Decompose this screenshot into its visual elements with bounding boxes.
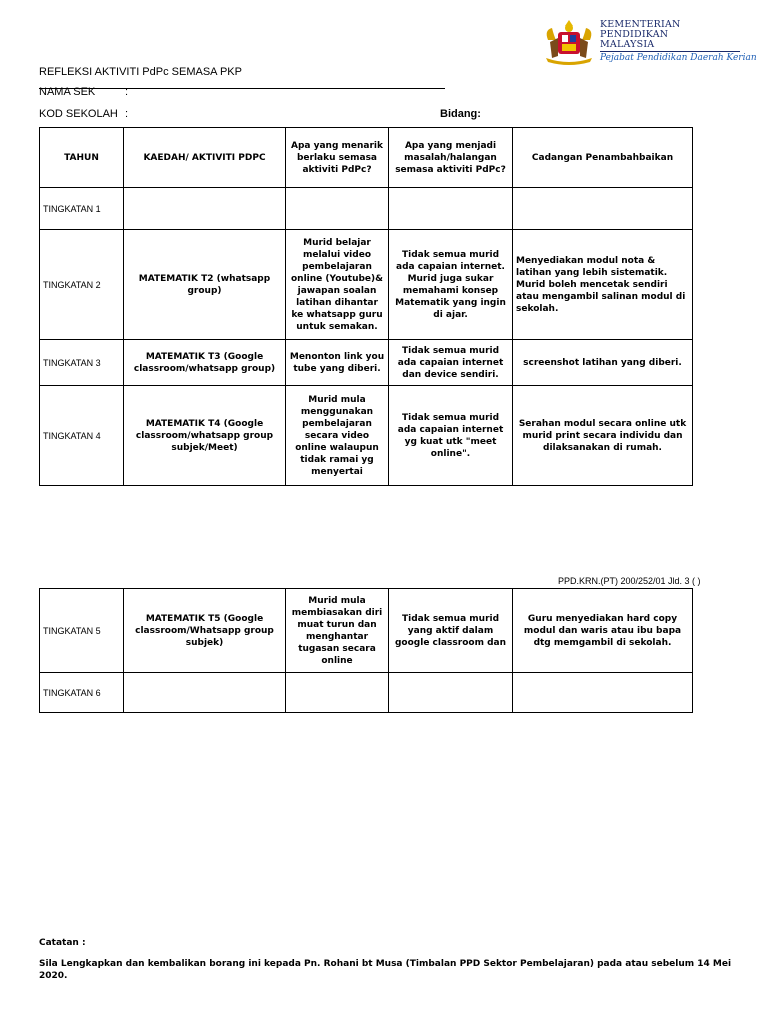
cadangan-cell bbox=[513, 673, 693, 713]
kod-sekolah-label: KOD SEKOLAH bbox=[39, 108, 118, 120]
header-kaedah: KAEDAH/ AKTIVITI PDPC bbox=[124, 128, 286, 188]
menarik-cell: Murid belajar melalui video pembelajaran online (Youtube)& jawapan soalan latihan dihantar ke whatsapp guru untuk semakan. bbox=[286, 230, 389, 340]
bidang-label: Bidang: bbox=[440, 108, 481, 120]
table-row bbox=[40, 673, 693, 713]
masalah-cell: Tidak semua murid ada capaian internet dan device sendiri. bbox=[389, 340, 513, 386]
menarik-cell: Murid mula membiasakan diri muat turun dan menghantar tugasan secara online bbox=[286, 589, 389, 673]
kaedah-cell: MATEMATIK T4 (Google classroom/whatsapp group subjek/Meet) bbox=[124, 386, 286, 486]
cadangan-cell: Guru menyediakan hard copy modul dan waris atau ibu bapa dtg memgambil di sekolah. bbox=[513, 589, 693, 673]
masalah-cell: Tidak semua murid ada capaian internet yg kuat utk "meet online". bbox=[389, 386, 513, 486]
form-title: REFLEKSI AKTIVITI PdPc SEMASA PKP bbox=[39, 66, 242, 78]
cadangan-cell: Menyediakan modul nota & latihan yang lebih sistematik. Murid boleh mencetak sendiri atau mengambil salinan modul di sekolah. bbox=[513, 230, 693, 340]
masalah-cell bbox=[389, 673, 513, 713]
masalah-cell bbox=[389, 188, 513, 230]
menarik-cell bbox=[286, 673, 389, 713]
coat-of-arms-icon bbox=[540, 18, 598, 66]
reflection-table bbox=[39, 127, 693, 486]
header-tahun: TAHUN bbox=[40, 128, 124, 188]
masalah-cell: Tidak semua murid ada capaian internet. Murid juga sukar memahami konsep Matematik yang ingin di ajar. bbox=[389, 230, 513, 340]
table-row bbox=[40, 340, 693, 386]
logo-line-4: Pejabat Pendidikan Daerah Kerian bbox=[600, 53, 757, 63]
kaedah-cell: MATEMATIK T3 (Google classroom/whatsapp group) bbox=[124, 340, 286, 386]
catatan-label: Catatan : bbox=[39, 938, 86, 948]
catatan-note: Sila Lengkapkan dan kembalikan borang ini kepada Pn. Rohani bt Musa (Timbalan PPD Sektor Pembelajaran) pada atau sebelum 14 Mei 2020. bbox=[39, 959, 732, 981]
logo-line-2: PENDIDIKAN bbox=[600, 29, 669, 40]
kaedah-cell: MATEMATIK T5 (Google classroom/Whatsapp group subjek) bbox=[124, 589, 286, 673]
table-row bbox=[40, 386, 693, 486]
menarik-cell: Menonton link you tube yang diberi. bbox=[286, 340, 389, 386]
cadangan-cell: Serahan modul secara online utk murid print secara individu dan dilaksanakan di rumah. bbox=[513, 386, 693, 486]
cadangan-cell: screenshot latihan yang diberi. bbox=[513, 340, 693, 386]
menarik-cell: Murid mula menggunakan pembelajaran secara video online walaupun tidak ramai yg menyertai bbox=[286, 386, 389, 486]
table-header-row bbox=[40, 128, 693, 188]
kod-sekolah-colon: : bbox=[125, 108, 129, 120]
table-row bbox=[40, 188, 693, 230]
kaedah-cell bbox=[124, 188, 286, 230]
kaedah-cell bbox=[124, 673, 286, 713]
logo-line-1: KEMENTERIAN bbox=[600, 19, 681, 30]
reference-number: PPD.KRN.(PT) 200/252/01 Jld. 3 ( ) bbox=[558, 576, 701, 586]
level-cell: TINGKATAN 1 bbox=[40, 188, 124, 230]
table-row bbox=[40, 230, 693, 340]
level-cell: TINGKATAN 2 bbox=[40, 230, 124, 340]
kaedah-cell: MATEMATIK T2 (whatsapp group) bbox=[124, 230, 286, 340]
level-cell: TINGKATAN 4 bbox=[40, 386, 124, 486]
level-cell: TINGKATAN 3 bbox=[40, 340, 124, 386]
header-masalah: Apa yang menjadi masalah/halangan semasa aktiviti PdPc? bbox=[389, 128, 513, 188]
header-cadangan: Cadangan Penambahbaikan bbox=[513, 128, 693, 188]
header-menarik: Apa yang menarik berlaku semasa aktiviti PdPc? bbox=[286, 128, 389, 188]
level-cell: TINGKATAN 5 bbox=[40, 589, 124, 673]
logo-line-3: MALAYSIA bbox=[600, 39, 655, 50]
masalah-cell: Tidak semua murid yang aktif dalam google classroom dan bbox=[389, 589, 513, 673]
table-row bbox=[40, 589, 693, 673]
level-cell: TINGKATAN 6 bbox=[40, 673, 124, 713]
title-underline bbox=[39, 88, 445, 89]
ministry-logo bbox=[540, 18, 757, 66]
nama-sek-colon: : bbox=[125, 86, 129, 98]
logo-divider bbox=[600, 51, 740, 52]
reflection-table-continued bbox=[39, 588, 693, 713]
nama-sek-label: NAMA SEK bbox=[39, 86, 96, 98]
menarik-cell bbox=[286, 188, 389, 230]
cadangan-cell bbox=[513, 188, 693, 230]
